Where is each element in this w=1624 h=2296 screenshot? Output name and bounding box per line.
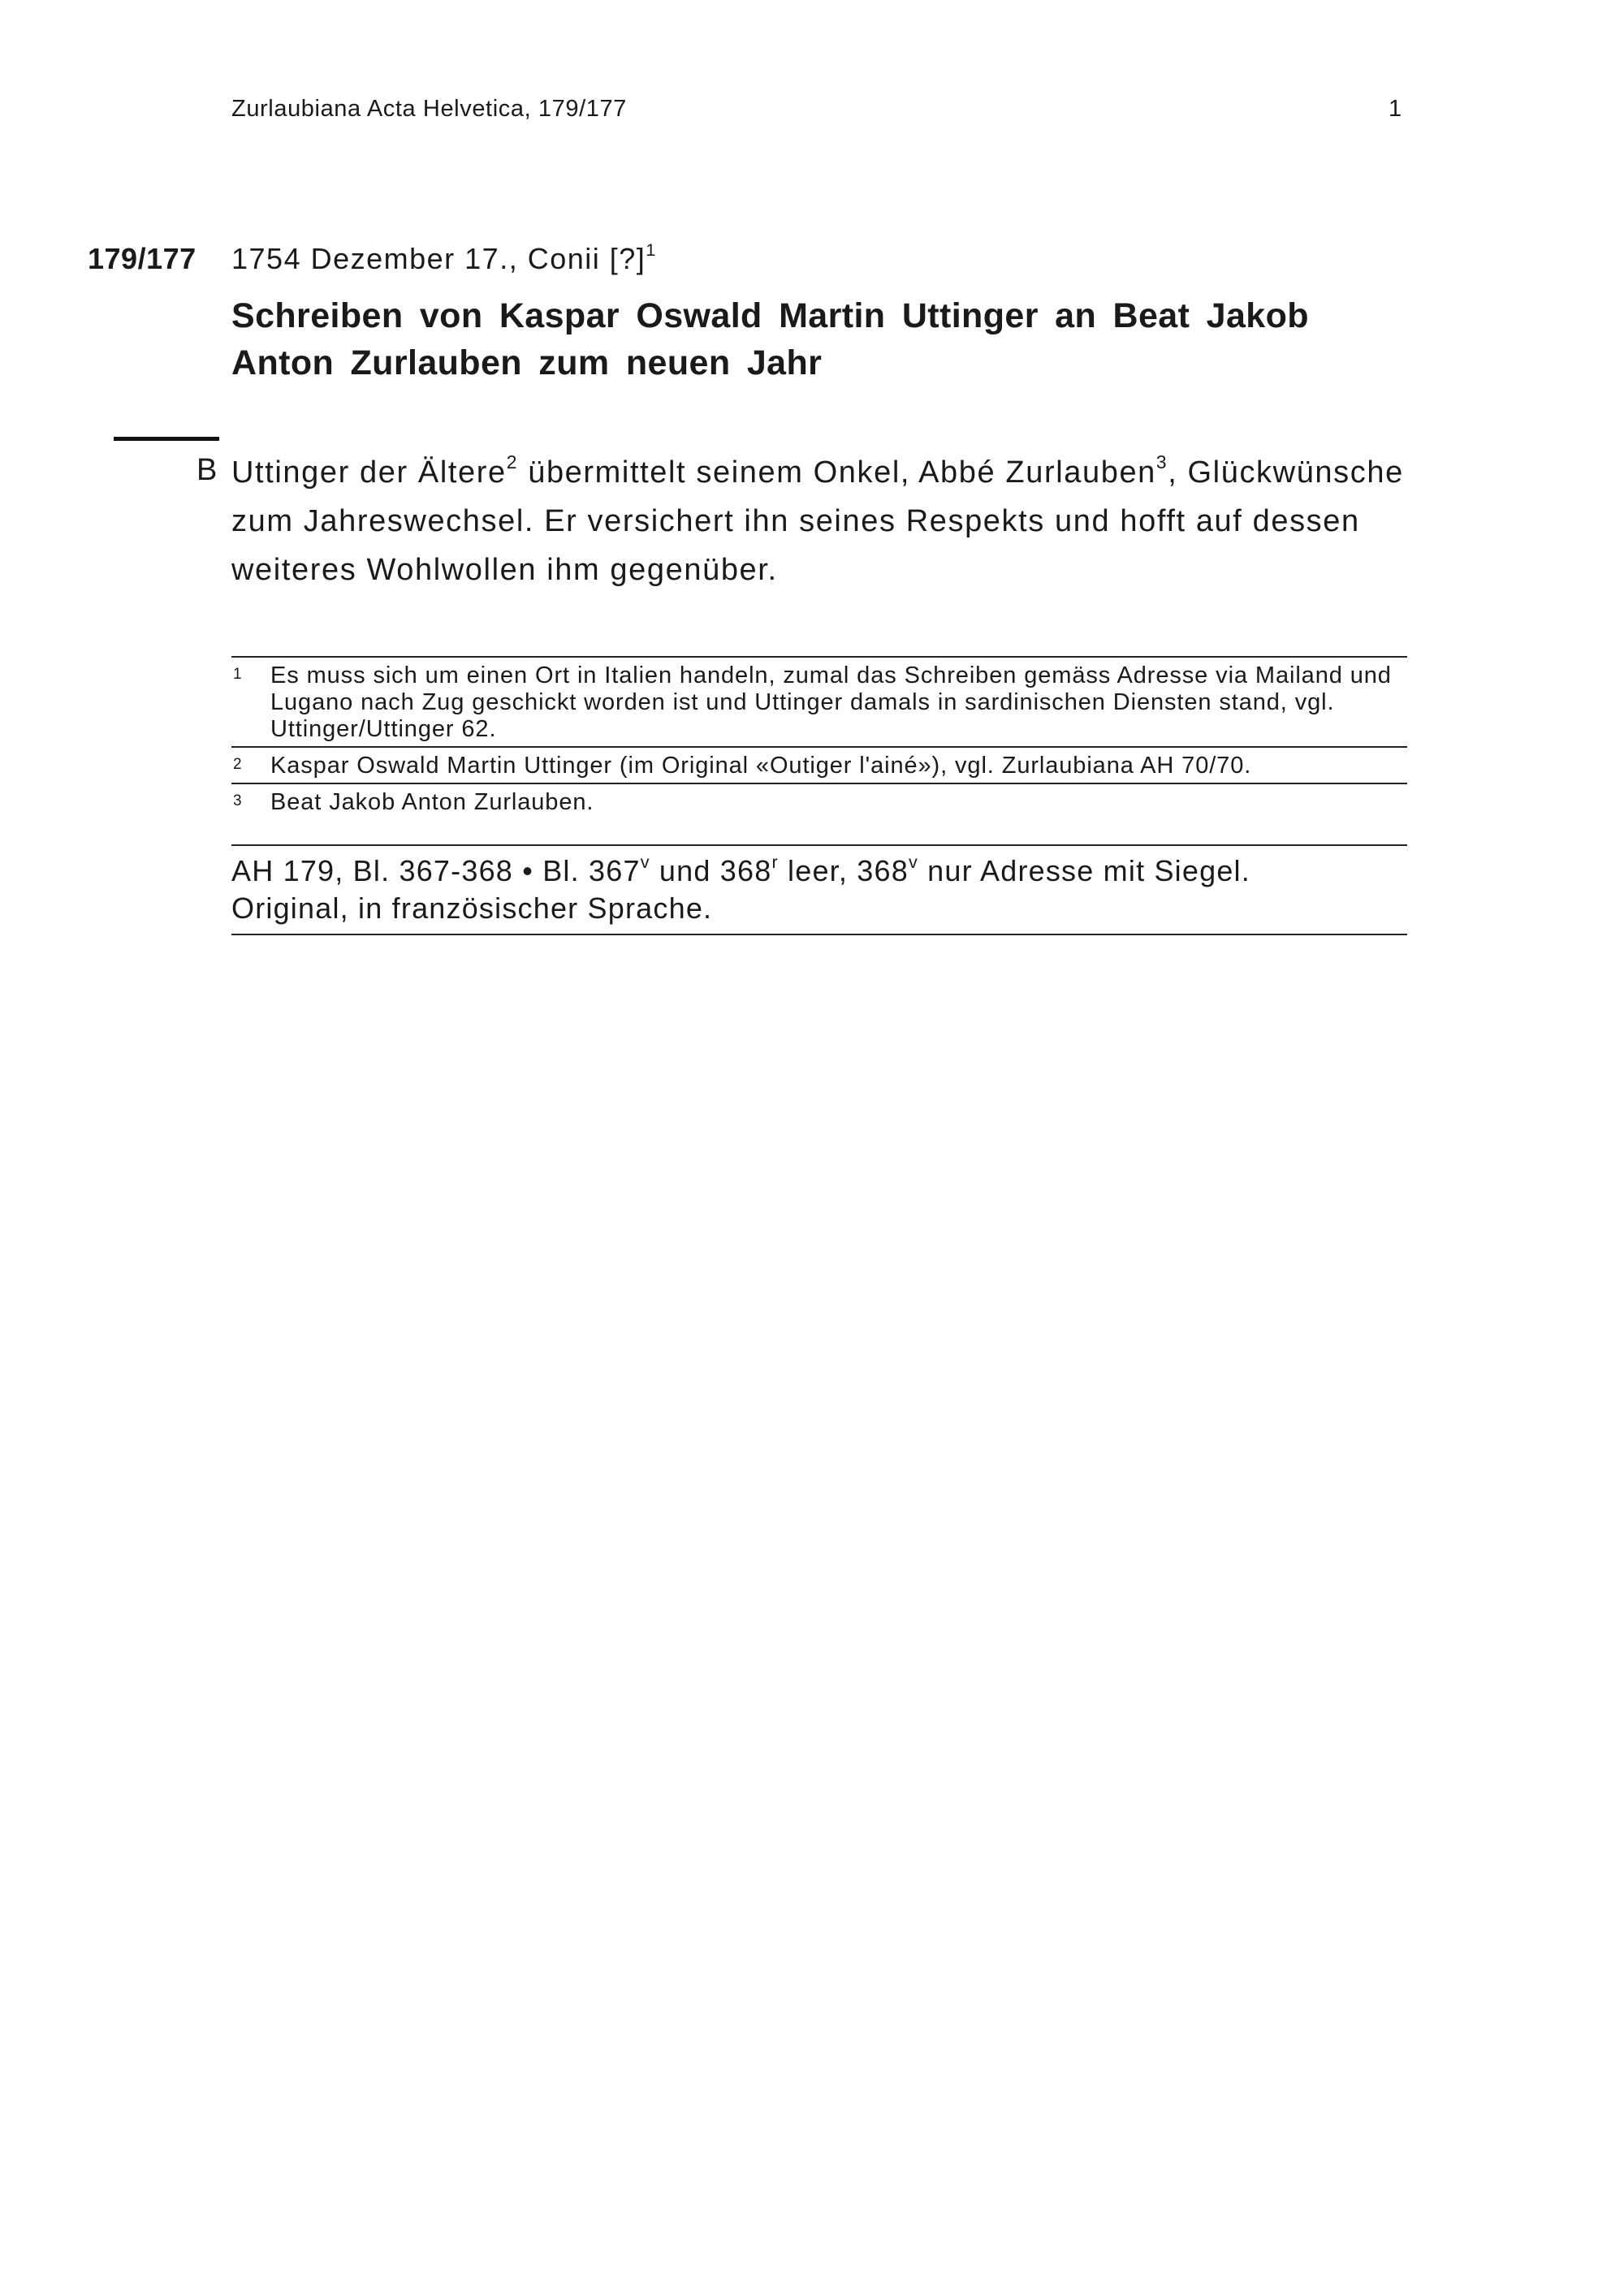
document-title: Schreiben von Kaspar Oswald Martin Uttinger an Beat Jakob Anton Zurlauben zum neuen Jahr (231, 296, 1309, 382)
footnote (231, 746, 1407, 783)
running-title: Zurlaubiana Acta Helvetica, 179/177 (231, 96, 627, 122)
section-rule (114, 437, 219, 441)
source-note (231, 844, 1407, 935)
source-part: und 368 (650, 854, 772, 887)
folio-side: v (908, 851, 918, 872)
footnote-mark: 3 (233, 792, 243, 809)
folio-side: v (640, 851, 650, 872)
regest-siglum: B (197, 453, 218, 487)
source-part: leer, 368 (778, 854, 909, 887)
date-place-line (231, 239, 657, 276)
footnote-ref-2: 2 (506, 451, 519, 473)
folio-side: r (771, 851, 779, 872)
footnote-mark: 2 (233, 756, 243, 773)
footnote (231, 656, 1407, 746)
source-part: nur Adresse mit Siegel. (918, 854, 1250, 887)
regest-part: , Glückwünsche zum Jahreswechsel. Er versichert ihn seines Respekts und hofft auf dessen weiteres Wohlwollen ihm gegenüber. (231, 455, 1404, 587)
page-number: 1 (1389, 96, 1402, 122)
footnote-text: Es muss sich um einen Ort in Italien handeln, zumal das Schreiben gemäss Adresse via Mailand und Lugano nach Zug geschickt worden ist und Uttinger damals in sardinischen Diensten stand, vgl. Uttinger/Uttinger 62. (270, 662, 1392, 742)
regest-part: Uttinger der Ältere (231, 455, 507, 490)
document-number: 179/177 (88, 242, 197, 275)
footnote-ref-3: 3 (1155, 451, 1168, 473)
footnotes (231, 656, 1407, 819)
footnote (231, 783, 1407, 819)
footnote-text: Kaspar Oswald Martin Uttinger (im Original «Outiger l'ainé»), vgl. Zurlaubiana AH 70/70. (270, 753, 1252, 779)
regest-text (231, 448, 1425, 594)
footnote-ref-1: 1 (646, 239, 657, 260)
date-place: 1754 Dezember 17., Conii [?] (231, 242, 646, 275)
source-part: AH 179, Bl. 367-368 • Bl. 367 (231, 854, 641, 887)
regest-part: übermittelt seinem Onkel, Abbé Zurlauben (518, 455, 1156, 490)
footnote-text: Beat Jakob Anton Zurlauben. (270, 789, 594, 815)
footnote-mark: 1 (233, 666, 243, 683)
source-line-2: Original, in französischer Sprache. (231, 891, 713, 925)
source-line-1 (231, 852, 1407, 890)
